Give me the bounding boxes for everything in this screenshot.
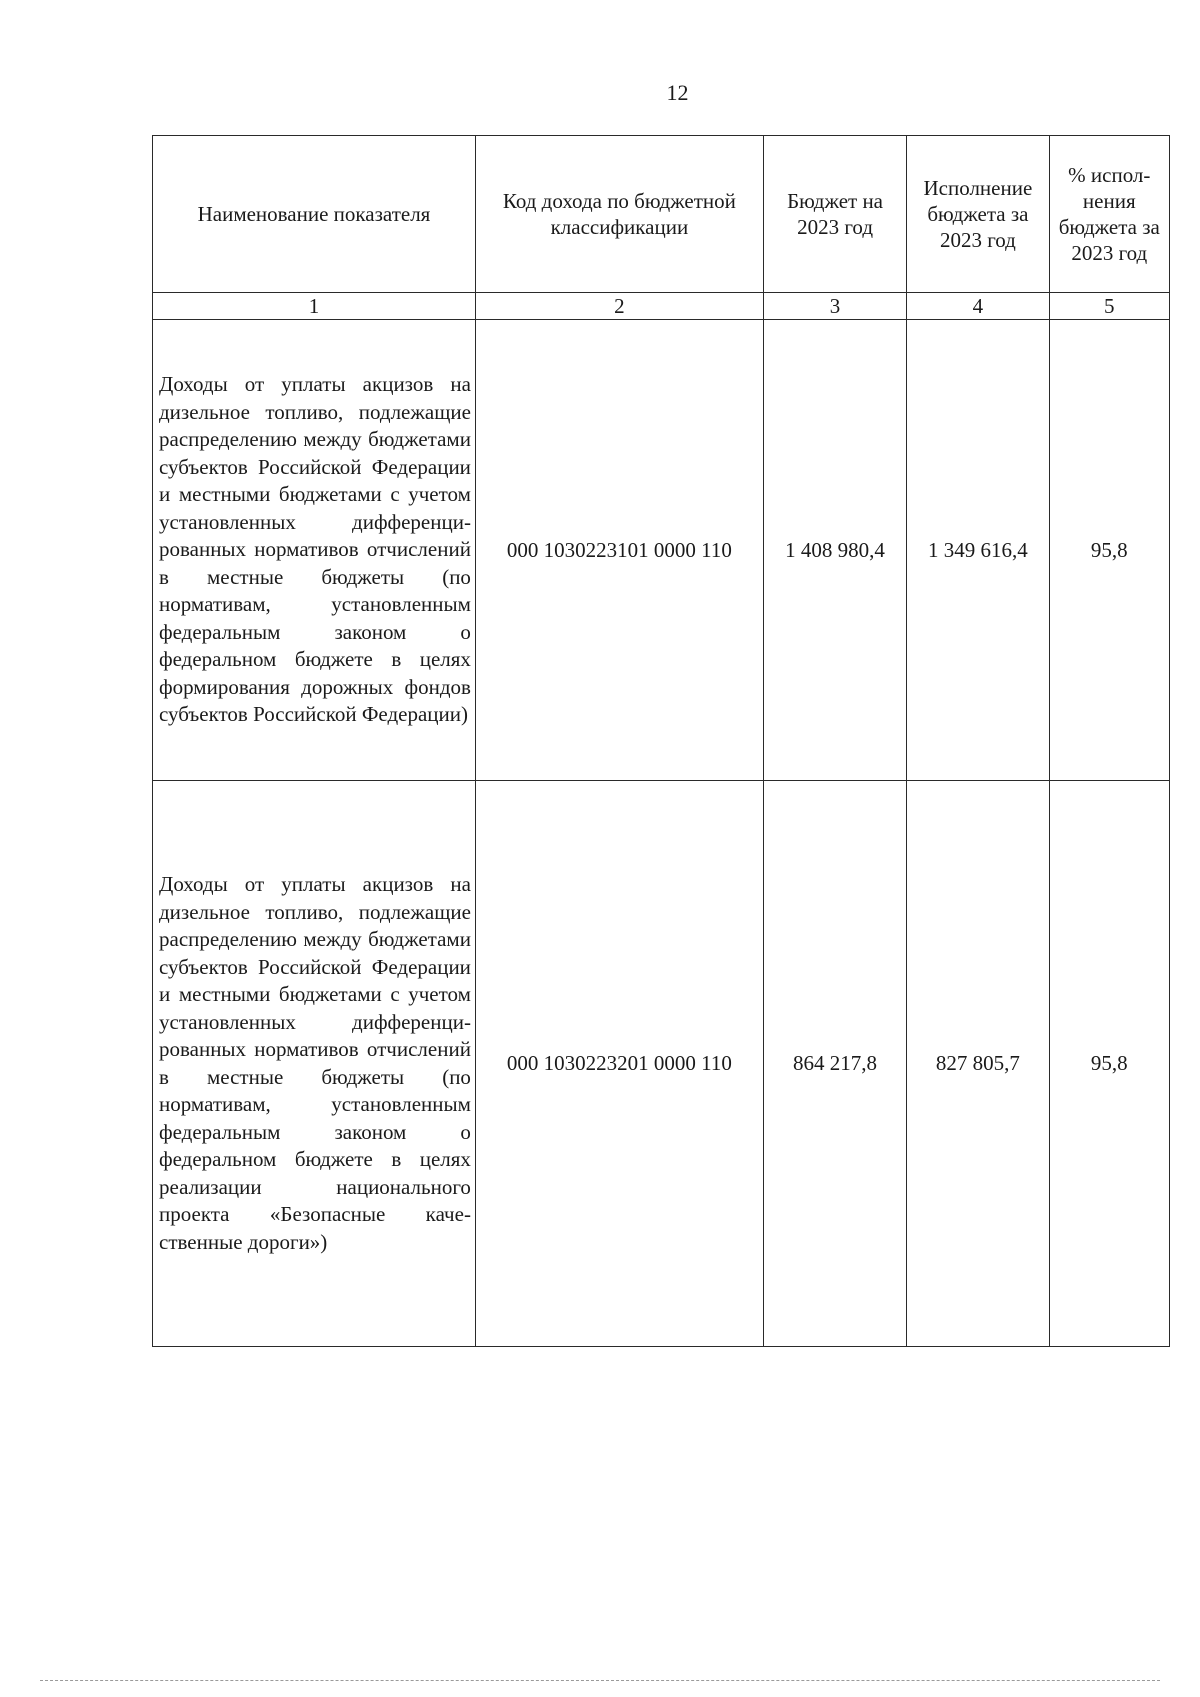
header-execution-2023: Исполнение бюджета за 2023 год (907, 136, 1049, 293)
column-number-row (153, 293, 1170, 320)
scan-edge-line (40, 1680, 1160, 1681)
table-row (153, 781, 1170, 1347)
column-number: 5 (1049, 293, 1169, 320)
budget-cell: 864 217,8 (763, 781, 906, 1347)
column-number: 1 (153, 293, 476, 320)
column-number: 3 (763, 293, 906, 320)
header-indicator-name: Наименование показателя (153, 136, 476, 293)
column-number: 2 (475, 293, 763, 320)
execution-cell: 827 805,7 (907, 781, 1049, 1347)
page-number: 12 (666, 80, 689, 105)
header-income-code: Код дохода по бюджетной классификации (475, 136, 763, 293)
column-number: 4 (907, 293, 1049, 320)
indicator-name-cell: Доходы от уплаты акцизов на дизельное топливо, подлежащие распределению между бюджетами субъектов Российской Федерации и местными бюджетами с учетом установленных дифференцированных нормативов отчислений в местные бюджеты (по нормативам, установленным федеральным законом о федеральном бюджете в целях реализации национального проекта «Безопасные качественные дороги») (153, 781, 476, 1347)
income-code-cell: 000 1030223201 0000 110 (475, 781, 763, 1347)
percent-cell: 95,8 (1049, 320, 1169, 781)
income-code-cell: 000 1030223101 0000 110 (475, 320, 763, 781)
budget-execution-table (152, 135, 1170, 1347)
table-row (153, 320, 1170, 781)
table-header-row (153, 136, 1170, 293)
budget-cell: 1 408 980,4 (763, 320, 906, 781)
header-execution-percent: % исполнения бюджета за 2023 год (1049, 136, 1169, 293)
percent-cell: 95,8 (1049, 781, 1169, 1347)
indicator-name-cell: Доходы от уплаты акцизов на дизельное топливо, подлежащие распределению между бюджетами субъектов Российской Федерации и местными бюджетами с учетом установленных дифференцированных нормативов отчислений в местные бюджеты (по нормативам, установленным федеральным законом о федеральном бюджете в целях формирования дорожных фондов субъектов Российской Федерации) (153, 320, 476, 781)
execution-cell: 1 349 616,4 (907, 320, 1049, 781)
header-budget-2023: Бюджет на 2023 год (763, 136, 906, 293)
